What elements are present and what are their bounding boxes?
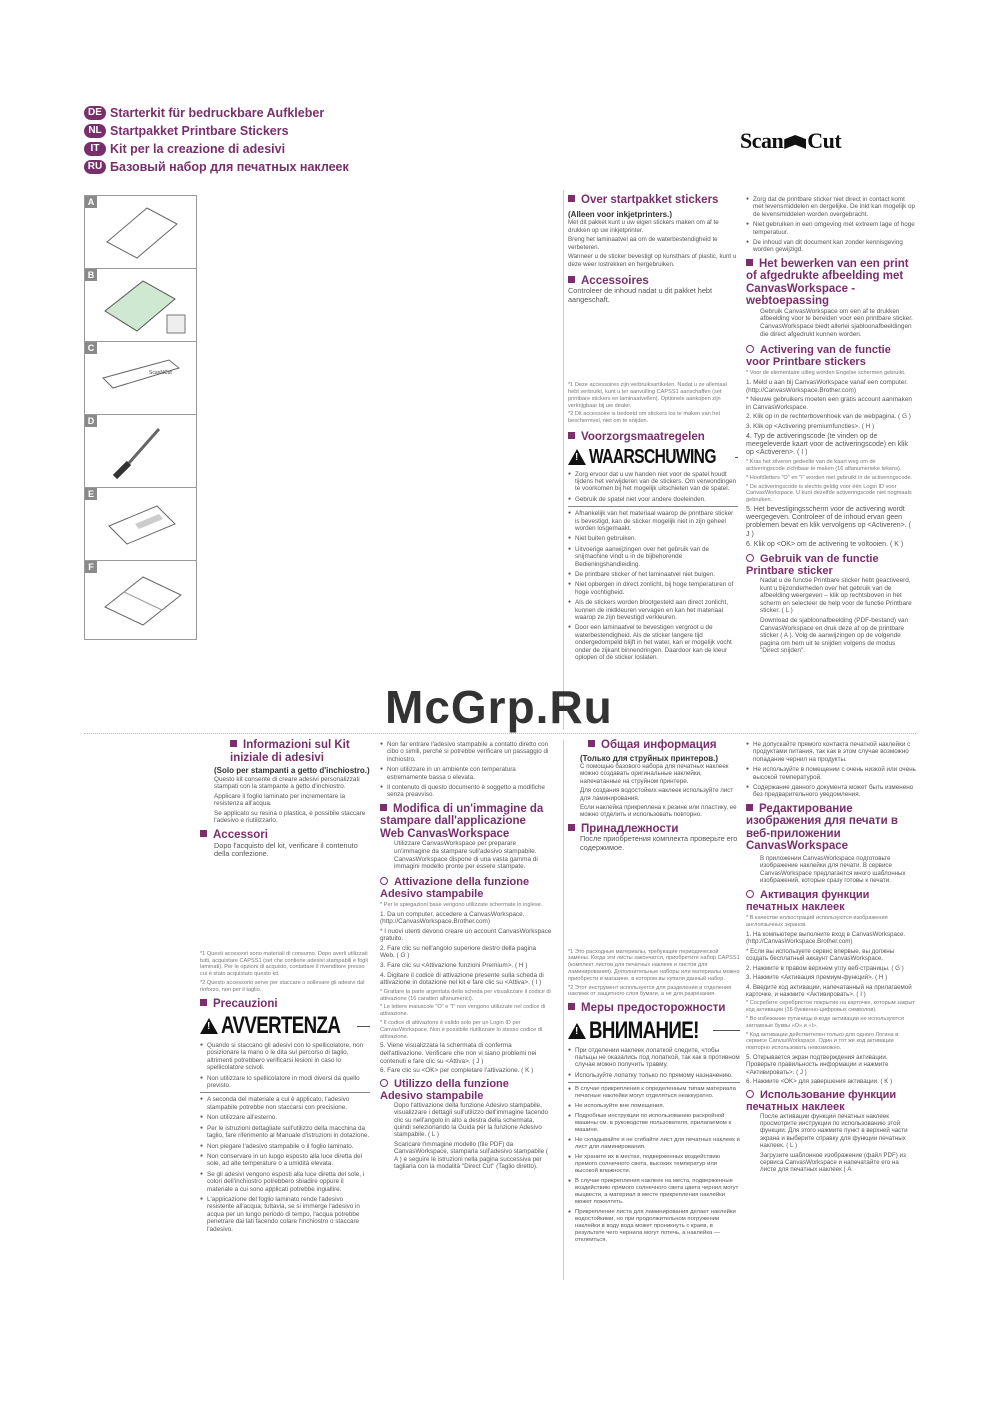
nl-activation-steps	[746, 379, 916, 549]
column-divider-nl	[563, 190, 564, 730]
step: 1. Da un computer, accedere a CanvasWorkspace. (http://CanvasWorkspace.Brother.com)	[380, 910, 525, 926]
list-item: ● Als de stickers worden blootgesteld aan direct zonlicht, kunnen de inktkleuren vervagen en kan het materiaal waarop ze zijn bevestigd verkleuren.	[568, 599, 738, 621]
instruction-sheet-icon	[99, 567, 189, 631]
paragraph: Met dit pakket kunt u uw eigen stickers maken om af te drukken op uw inkjetprinter.	[568, 219, 719, 234]
nl-activation-note: * Voor de elementaire uitleg worden Engelse schermen gebruikt.	[746, 370, 906, 377]
list-item: ● A seconda del materiale a cui è applicato, l'adesivo stampabile potrebbe non staccarsi con precisione.	[200, 1096, 370, 1111]
step: 2. Klik op in de rechterbovenhoek van de webpagina. ( G )	[746, 413, 911, 421]
step: 3. Нажмите <Активация премиум-функций>. ( H )	[746, 974, 888, 982]
paragraph: Questo kit consente di creare adesivi personalizzati stampati con la stampante a getto d'inchiostro.	[214, 775, 360, 791]
list-item: ● De inhoud van dit document kan zonder kennisgeving worden gewijzigd.	[746, 239, 916, 254]
it-precautions-heading	[200, 998, 370, 1011]
nl-accessory-notes	[568, 382, 738, 425]
title-de	[84, 106, 324, 120]
list-item: ● Не используйте в помещении с очень низкой или очень высокой температурой.	[746, 766, 916, 781]
step: 3. Klik op <Activering premiumfuncties>. ( H )	[746, 422, 875, 430]
list-item: ● Afhankelijk van het materiaal waarop de printbare sticker is bevestigd, kan de sticker mogelijk niet in zijn geheel worden losgemaakt.	[568, 510, 738, 532]
it-activation-steps	[380, 911, 552, 1075]
list-item: ● Niet opbergen in direct zonlicht, bij hoge temperaturen of hoge vochtigheid.	[568, 581, 738, 596]
list-item: ● Не храните их в местах, подверженных воздействию прямого солнечного света, высоких температур или высокой влажности.	[568, 1154, 740, 1175]
it-edit-title: Modifica di un'immagine da stampare dall'applicazione Web CanvasWorkspace	[380, 802, 544, 840]
it-use-body	[380, 1102, 552, 1171]
activation-card-icon	[99, 348, 183, 408]
lang-badge-it: IT	[84, 142, 106, 156]
footnote: *1 Deze accessoires zijn verbruiksartikelen. Nadat u ze allemaal hebt verbruikt, kunt u ter aanvulling CAPSS1 aanschaffen (set printbare stickers en laminaatvellen). Optionele aankopen zijn verkrijgbaar bij uw dealer.	[568, 382, 727, 409]
list-item: ● Non far entrare l'adesivo stampabile a contatto diretto con cibo o simili, perché si potrebbe verificare un passaggio di inchiostro.	[380, 741, 552, 763]
ru-warning-banner	[568, 1017, 740, 1045]
list-item: ● Подробные инструкции по использованию раскройной машины см. в руководстве пользователя, прилагаемом к машине.	[568, 1113, 740, 1134]
it-edit-heading	[380, 803, 552, 841]
paragraph: Если наклейка прикреплена к резине или пластику, ее можно отделить и использовать повторно.	[580, 804, 737, 819]
list-item: ● Используйте лопатку только по прямому назначению.	[568, 1072, 740, 1079]
list-item: ● Содержание данного документа может быть изменено без предварительного уведомления.	[746, 784, 916, 799]
item-f	[85, 561, 196, 634]
laminate-sheet-icon	[99, 275, 189, 339]
ru-general-list	[746, 741, 916, 799]
ru-column-1	[568, 739, 740, 1247]
item-label-e: E	[85, 488, 97, 500]
step-note: * De activeringscode is slechts geldig voor één Login ID voor CanvasWorkspace. U kunt dezelfde activeringscode niet nogmaals gebruiken.	[746, 483, 912, 504]
list-item: ● В случае прикрепления к определенным типам материала печатные наклейки могут отделяться неаккуратно.	[568, 1086, 740, 1100]
nl-activation-heading	[746, 344, 916, 368]
nl-column-1	[568, 194, 738, 664]
paragraph: Download de sjabloonafbeelding (PDF-bestand) van CanvasWorkspace en druk deze af op de printbare sticker ( A ). Volg de aanwijzingen op de volgende pagina om hem uit te snijden volgens de modus "Direct snijden".	[760, 616, 909, 655]
item-label-b: B	[85, 269, 97, 281]
ru-use-title: Использование функции печатных наклеек	[746, 1088, 897, 1113]
ru-info-body	[568, 763, 740, 819]
nl-general-list	[746, 196, 916, 254]
list-item: ● Non utilizzare all'esterno.	[200, 1114, 370, 1121]
it-warning-banner	[200, 1012, 370, 1040]
list-item: ● Gebruik de spatel niet voor andere doeleinden.	[568, 496, 738, 503]
paragraph: С помощью базового набора для печатных наклеек можно создавать оригинальные наклейки, напечатанные на струйном принтере.	[580, 763, 729, 785]
step: * Nieuwe gebruikers moeten een gratis account aanmaken in CanvasWorkspace.	[746, 396, 912, 411]
step: 4. Typ de activeringscode (te vinden op de meegeleverde kaart voor de activeringscode) en klik op <Activeren>. ( I )	[746, 432, 908, 456]
title-it-text: Kit per la creazione di adesivi	[110, 142, 286, 156]
warning-icon: !	[200, 1018, 218, 1034]
paragraph: Wanneer u de sticker bevestigt op kunsthars of plastic, kunt u deze weer lostrekken en hergebruiken.	[568, 253, 737, 268]
watermark: McGrp.Ru	[385, 681, 613, 733]
nl-precautions-title: Voorzorgsmaatregelen	[581, 431, 705, 444]
warning-icon: !	[568, 1023, 586, 1039]
it-column-2	[380, 741, 552, 1172]
footnote: *1 Questi accessori sono materiali di consumo. Dopo averli utilizzati tutti, acquistare CAPSS1 (set che contiene adesivi stampabili e fogli laminati). Per le opzioni di acquisto, contattare il rivenditore presso cui è stato acquistato questo kit.	[200, 950, 368, 978]
it-edit-body: Utilizzare CanvasWorkspace per preparare un'immagine da stampare sull'adesivo stampabile. CanvasWorkspace dispone di una vasta gamma di immagini modello pronte per essere stampate.	[394, 840, 538, 871]
nl-warning-text: WAARSCHUWING	[589, 445, 716, 468]
item-label-c: C	[85, 342, 97, 354]
step: 2. Fare clic su nell'angolo superiore destro della pagina Web. ( G )	[380, 944, 537, 960]
footnote: *2 Этот инструмент используется для разделения и отделения наклеек от защитного слоя бумаги, а не для разрезания.	[568, 984, 732, 998]
it-info-heading	[200, 739, 370, 764]
step-note: * Grattare la parte argentata della scheda per visualizzare il codice di attivazione (16 caratteri alfanumerici).	[380, 988, 551, 1002]
it-use-title: Utilizzo della funzione Adesivo stampabile	[380, 1077, 509, 1102]
it-info-body	[200, 776, 370, 826]
list-item: ● Uitvoerige aanwijzingen over het gebruik van de snijmachine vindt u in de bijbehorende Bedieningshandleiding.	[568, 546, 738, 568]
it-warning-text: AVVERTENZA	[221, 1012, 341, 1040]
step: * Если вы используете сервис впервые, вы должны создать бесплатный аккаунт CanvasWorkspace.	[746, 947, 895, 963]
item-label-f: F	[85, 561, 97, 573]
item-a	[85, 196, 196, 269]
step: * I nuovi utenti devono creare un account CanvasWorkspace gratuito.	[380, 927, 552, 943]
list-item: ● Niet buiten gebruiken.	[568, 535, 738, 542]
list-item: ● Il contenuto di questo documento è soggetto a modifiche senza preavviso.	[380, 784, 552, 799]
ru-info-title: Общая информация	[601, 739, 717, 751]
list-item: ● В случае прикрепления наклеек на места, подверженные воздействию прямого солнечного света цвета чернил могут выцвести, а материал в месте прикрепления наклейки может пожелтеть.	[568, 1178, 740, 1206]
it-precaution-list	[200, 1096, 370, 1233]
step: 4. Digitare il codice di attivazione presente sulla scheda di attivazione in dotazione nel kit e fare clic su <Attiva>. ( I )	[380, 971, 544, 987]
item-d	[85, 415, 196, 488]
ru-accessory-notes	[568, 949, 740, 999]
it-warning-list	[200, 1042, 370, 1089]
it-activation-heading	[380, 876, 552, 900]
paragraph: Se applicato su resina o plastica, è possibile staccare l'adesivo e riutilizzarlo.	[214, 809, 366, 825]
nl-warning-list	[568, 471, 738, 504]
list-item: ● При отделении наклеек лопаткой следите, чтобы пальцы не оказались под лопаткой, так как в противном случае можно получить травму.	[568, 1047, 740, 1069]
nl-use-body	[746, 577, 916, 655]
nl-edit-heading	[746, 258, 916, 308]
it-accessories-title: Accessori	[213, 829, 268, 842]
step: 5. Het bevestigingsscherm voor de activering wordt weergegeven. Controleer of de inhoud ervan geen problemen bevat en klik vervolgens op <Activeren>. ( J )	[746, 505, 911, 538]
paragraph: Breng het laminaatvel aa om de waterbestendigheid te verbeteren.	[568, 236, 718, 251]
list-item: ● Не складывайте и не сгибайте лист для печатных наклеек и лист для ламинирования.	[568, 1137, 740, 1151]
list-item: ● Zorg dat de printbare sticker niet direct in contact komt met levensmiddelen en dergelijke. De inkt kan mogelijk op de levensmiddelen worden overgebracht.	[746, 196, 916, 218]
item-c	[85, 342, 196, 415]
step: 5. Viene visualizzata la schermata di conferma dell'attivazione. Verificare che non vi siano problemi nei contenuti e fare clic su <Attiva>. ( J )	[380, 1042, 537, 1065]
list-item: ● Se gli adesivi vengono esposti alla luce diretta del sole, i colori dell'inchiostro potrebbero sbiadire oppure il materiale a cui sono applicati potrebbe ingiallire.	[200, 1171, 370, 1193]
it-info-sub: (Solo per stampanti a getto d'inchiostro.)	[214, 766, 370, 775]
it-accessories-body: Dopo l'acquisto del kit, verificare il contenuto della confezione.	[214, 840, 358, 859]
paragraph: Nadat u de functie Printbare sticker hebt geactiveerd, kunt u bijzonderheden over het gebruik van de afbeelding weergeven – klik op rechtsboven in het scherm en selecteer de help voor de functie Printbare sticker. ( L )	[760, 576, 912, 615]
list-item: ● Non piegare l'adesivo stampabile o il foglio laminato.	[200, 1143, 370, 1150]
ru-info-sub: (Только для струйных принтеров.)	[580, 753, 719, 763]
title-de-text: Starterkit für bedruckbare Aufkleber	[110, 106, 325, 120]
it-precautions-title: Precauzioni	[213, 997, 278, 1010]
step-note: * Il codice di attivazione è valido solo per un Login ID per CanvasWorkspace. Non è possibile riutilizzare lo stesso codice di attivazione.	[380, 1020, 543, 1040]
nl-use-heading	[746, 553, 916, 577]
it-activation-title: Attivazione della funzione Adesivo stampabile	[380, 875, 530, 900]
list-item: ● Не используйте вне помещения.	[568, 1103, 740, 1110]
title-ru	[84, 160, 349, 174]
nl-overview-body	[568, 219, 738, 269]
nl-precaution-list	[568, 510, 738, 661]
scanncut-logo: Scan Cut	[740, 128, 842, 153]
list-item: ● L'applicazione del foglio laminato rende l'adesivo resistente all'acqua; tuttavia, se si immerge l'adesivo in acqua per un lungo periodo di tempo, l'acqua potrebbe penetrare dai lati facendo colare l'inchiostro o staccare l'adesivo.	[200, 1196, 370, 1233]
warning-icon: !	[568, 449, 586, 465]
it-accessory-notes	[200, 951, 370, 994]
nl-accessories-body: Controleer de inhoud nadat u dit pakket hebt aangeschaft.	[568, 286, 713, 304]
list-item: ● Zorg ervoor dat u uw handen niet voor de spatel houdt tijdens het verwijderen van de stickers. Om verwondingen te voorkomen bij het mogelijk uitschieten van de spatel.	[568, 471, 738, 493]
step-note: * Le lettere maiuscole "O" e "I" non vengono utilizzate nel codice di attivazione.	[380, 1004, 546, 1018]
ru-warning-list	[568, 1047, 740, 1080]
paragraph: Для создания водостойких наклеек используйте лист для ламинирования.	[580, 787, 734, 802]
paragraph: Загрузите шаблонное изображение (файл PDF) из сервиса CanvasWorkspace и напечатайте его на листе для печатных наклеек ( A	[760, 1151, 906, 1174]
footnote: *2 Dit accessoire is bedoeld om stickers los te maken van het beschermvel, niet om te snijden.	[568, 411, 721, 425]
step: 4. Введите код активации, напечатанный на прилагаемой карточке, и нажмите <Активировать>. ( I )	[746, 983, 912, 998]
title-ru-text: Базовый набор для печатных наклеек	[110, 160, 349, 174]
ru-precaution-list	[568, 1086, 740, 1244]
ru-info-heading	[568, 739, 740, 752]
ru-use-heading	[746, 1089, 916, 1113]
paragraph: Scaricare l'immagine modello (file PDF) da CanvasWorkspace, stamparla sull'adesivo stampabile ( A ) e seguire le istruzioni nella pagina successiva per tagliarla con la modalità "Direct Cut" (Taglio diretto).	[394, 1140, 549, 1171]
list-item: ● Door een laminaatvel te bevestigen vergroot u de waterbestendigheid. Als de sticker langere tijd ondergedompeld blijft in het water, kan er mogelijk vocht onder de zijkant binnendringen. Daardoor kan de kleur oplopen of de sticker loslaten.	[568, 624, 738, 661]
item-b	[85, 269, 196, 342]
nl-edit-title: Het bewerken van een print of afgedrukte afbeelding met CanvasWorkspace - webtoepassing	[746, 257, 909, 308]
step: 1. Meld u aan bij CanvasWorkspace vanaf een computer. (http://CanvasWorkspace.Brother.com)	[746, 379, 908, 394]
spatula-icon	[99, 421, 183, 485]
step-note: * Сосребите серебристое покрытие на карточке, которым закрыт код активации (16 буквенно-цифровых символов).	[746, 1000, 915, 1014]
lang-badge-ru: RU	[84, 160, 106, 174]
ru-warning-text: ВНИМАНИЕ!	[589, 1016, 699, 1044]
list-item: ● Non conservare in un luogo esposto alla luce diretta del sole, ad alte temperature o a umidità elevata.	[200, 1153, 370, 1168]
step-note: * Код активации действителен только для одного Логина в сервисе CanvasWorkspace. Один и тот же код активации повторно использовать невозможно.	[746, 1031, 899, 1052]
step: 3. Fare clic su <Attivazione funzioni Premium>. ( H )	[380, 962, 528, 970]
nl-activation-title: Activering van de functie voor Printbare stickers	[746, 344, 891, 369]
nl-use-title: Gebruik van de functie Printbare sticker	[746, 552, 879, 577]
item-label-d: D	[85, 415, 97, 427]
nl-overview-sub: (Alleen voor inkjetprinters.)	[568, 209, 673, 219]
ru-edit-title: Редактирование изображения для печати в веб-приложении CanvasWorkspace	[746, 802, 898, 853]
list-item: ● Прикрепление листа для ламинирования делает наклейки водостойкими, но при продолжительном погружении наклейки в воду вода может проникнуть с краев, в результате чего чернила могут потечь, а наклейка — отклеиться.	[568, 1209, 740, 1244]
ru-accessories-title: Принадлежности	[581, 822, 679, 835]
step: 1. На компьютере выполните вход в CanvasWorkspace. (http://CanvasWorkspace.Brother.com)	[746, 931, 906, 946]
ru-activation-note: * В качестве иллюстраций используются изображения англоязычных экранов.	[746, 915, 888, 929]
list-item: ● Niet gebruiken in een omgeving met extreem lage of hoge temperatuur.	[746, 221, 916, 236]
title-nl-text: Startpakket Printbare Stickers	[110, 124, 289, 138]
nl-column-2	[746, 196, 916, 657]
it-general-list	[380, 741, 552, 799]
nl-edit-body: Gebruik CanvasWorkspace om een af te drukken afbeelding voor te bereiden voor een printbare sticker. CanvasWorkspace biedt allerlei sjabloonafbeeldingen die direct afgedrukt kunnen worden.	[760, 307, 913, 338]
title-it	[84, 142, 285, 156]
code-card-icon	[99, 494, 183, 554]
lang-badge-nl: NL	[84, 124, 106, 138]
item-e	[85, 488, 196, 561]
step-note: * Kras het zilveren gedeelte van de kaart weg om de activeringscode zichtbaar te maken (16 alfanumerieke tekens).	[746, 459, 902, 472]
it-use-heading	[380, 1078, 552, 1102]
list-item: ● Non utilizzare in un ambiente con temperatura estremamente bassa o elevata.	[380, 766, 552, 781]
it-info-title: Informazioni sul Kit iniziale di adesivi	[230, 739, 350, 764]
footnote: *1 Это расходные материалы, требующие периодической замены. Когда эти листы закончатся, приобретите набор CAPSS1 (комплект листов для печатных наклеек и листов для ламинирования). Дополнительные наборы или материалы можно приобрести в магазине, в котором вы купили данный набор.	[568, 948, 740, 982]
accessory-image-strip	[84, 195, 197, 640]
nl-accessories-title: Accessoires	[581, 274, 649, 287]
footnote: *2 Questo accessorio serve per staccare o sollevare gli adesivi dal rinforzo, non per il taglio.	[200, 979, 365, 993]
ru-edit-heading	[746, 803, 916, 853]
lang-badge-de: DE	[84, 106, 106, 120]
nl-overview-heading	[568, 194, 738, 207]
nl-precautions-heading	[568, 431, 738, 444]
paragraph: Applicare il foglio laminato per incrementare la resistenza all'acqua.	[214, 792, 346, 808]
ru-precautions-title: Меры предосторожности	[581, 1002, 726, 1015]
ru-use-body	[746, 1113, 916, 1174]
ru-activation-title: Активация функции печатных наклеек	[746, 889, 870, 914]
list-item: ● Per le istruzioni dettagliate sull'utilizzo della macchina da taglio, fare riferimento al Manuale d'istruzioni in dotazione.	[200, 1125, 370, 1140]
it-accessories-heading	[200, 829, 370, 842]
step-note: * Во избежание путаницы в коде активации не используются заглавные буквы «O» и «I».	[746, 1015, 904, 1029]
it-column-1	[200, 739, 370, 1236]
svg-text:ScanNCut: ScanNCut	[149, 370, 172, 376]
step: 6. Klik op <OK> om de activering te voltooien. ( K )	[746, 540, 904, 548]
list-item: ● Non utilizzare lo spellicolatore in modi diversi da quello previsto.	[200, 1075, 370, 1090]
step: 6. Fare clic su <OK> per completare l'attivazione. ( K )	[380, 1067, 534, 1075]
ru-precautions-heading	[568, 1002, 740, 1015]
step: 6. Нажмите <OK> для завершения активации. ( K )	[746, 1078, 893, 1086]
list-item: ● Quando si staccano gli adesivi con lo spellicolatore, non posizionare la mano o le dita sul percorso di taglio, altrimenti potrebbero verificarsi lesioni in caso lo spellicolatore scivoli.	[200, 1042, 370, 1072]
title-nl	[84, 124, 289, 138]
nl-overview-title: Over startpakket stickers	[581, 194, 719, 206]
step: 5. Открывается экран подтверждения активации. Проверьте правильность информации и нажмите <Активировать>. ( J )	[746, 1053, 889, 1076]
ru-accessories-body: После приобретения комплекта проверьте его содержимое.	[580, 834, 738, 852]
sticker-sheet-icon	[99, 202, 183, 262]
paragraph: Dopo l'attivazione della funzione Adesivo stampabile, visualizzare i dettagli sull'utilizzo dell'immagine facendo clic su nell'angolo in alto a destra della schermata, quindi selezionando la Guida per la funzione Adesivo stampabile. ( L )	[394, 1101, 548, 1139]
ru-column-2	[746, 741, 916, 1176]
ru-edit-body: В приложении CanvasWorkspace подготовьте изображение наклейки для печати. В сервисе CanvasWorkspace предлагается много шаблонных изображений, которые сразу готовы к печати.	[760, 854, 906, 885]
step: 2. Нажмите в правом верхнем углу веб-страницы. ( G )	[746, 964, 904, 972]
list-item: ● Не допускайте прямого контакта печатной наклейки с продуктами питания, так как в этом случае возможно попадание чернил на продукты.	[746, 741, 916, 763]
step-note: * Hoofdletters "O" en "I" worden niet gebruikt in de activeringscode.	[746, 474, 913, 481]
column-divider-ru	[563, 740, 564, 1280]
ru-activation-heading	[746, 889, 916, 913]
paragraph: После активации функции печатных наклеек просмотрите инструкции по использованию этой функции. Для этого нажмите пункт в верхней части экрана и выберите справку для функции печатных наклеек. ( L )	[760, 1112, 908, 1150]
ru-activation-steps	[746, 931, 916, 1085]
item-label-a: A	[85, 196, 97, 208]
nl-warning-banner	[568, 446, 738, 469]
list-item: ● De printbare sticker of het laminaatvel niet buigen.	[568, 571, 738, 578]
it-activation-note: * Per le spiegazioni base vengono utilizzate schermate in inglese.	[380, 901, 543, 908]
